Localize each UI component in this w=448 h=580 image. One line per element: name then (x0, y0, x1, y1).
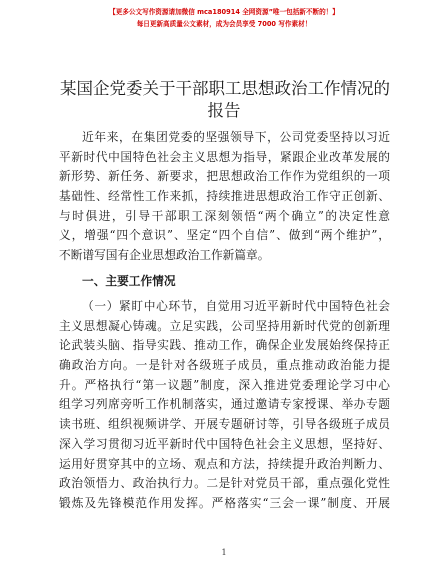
paragraph-line: 义，增强“四个意识”、坚定“四个自信”、做到“两个维护”， (59, 228, 390, 243)
document-title-line-1: 某国企党委关于干部职工思想政治工作情况的 (60, 79, 390, 98)
paragraph-line: 深入学习贯彻习近平新时代中国特色社会主义思想，坚持好、 (59, 436, 390, 451)
paragraph-line: 锻炼及先锋模范作用发挥。严格落实“三会一课”制度、开展 (59, 495, 390, 510)
paragraph-line: 与时俱进，引导干部职工深刻领悟“两个确立”的决定性意 (59, 208, 390, 223)
paragraph-line: 运用好贯穿其中的立场、观点和方法，持续提升政治判断力、 (59, 456, 390, 471)
paragraph-line: 平新时代中国特色社会主义思想为指导，紧跟企业改革发展的 (59, 149, 390, 164)
page-number: 1 (221, 548, 227, 557)
paragraph-line: 论武装头脑、指导实践、推动工作，确保企业发展始终保持正 (59, 338, 390, 353)
paragraph-line: 确政治方向。一是针对各级班子成员，重点推动政治能力提 (59, 358, 390, 373)
paragraph-line: 近年来，在集团党委的坚强领导下，公司党委坚持以习近 (82, 130, 390, 144)
paragraph-line: （一）紧盯中心环节，自觉用习近平新时代中国特色社会 (82, 299, 390, 313)
paragraph-line: 不断谱写国有企业思想政治工作新篇章。 (59, 248, 270, 263)
paragraph-line: 读书班、组织视频讲学、开展专题研讨等，引导各级班子成员 (59, 417, 390, 432)
promo-banner-line-1: 【更多公文写作资源请加微信 mca180914 全网资源”唯一包括新不断的！】 (109, 8, 339, 16)
paragraph-line: 政治领悟力、政治执行力。二是针对党员干部，重点强化党性 (59, 476, 390, 491)
intro-paragraph (59, 128, 390, 266)
promo-banner-line-2: 每日更新高质量公文素材，成为会员享受 7000 写作素材！ (136, 20, 312, 28)
paragraph-line: 新形势、新任务、新要求，把思想政治工作作为党组织的一项 (59, 169, 390, 184)
paragraph-line: 组学习列席旁听工作机制落实，通过邀请专家授课、举办专题 (59, 397, 390, 412)
paragraph-line: 基础性、经常性工作来抓，持续推进思想政治工作守正创新、 (59, 189, 390, 204)
section-heading: 一、主要工作情况 (82, 274, 176, 288)
section-heading-block (59, 272, 390, 292)
paragraph-line: 升。严格执行“第一议题”制度，深入推进党委理论学习中心 (59, 377, 390, 392)
document-title-line-2: 报告 (207, 101, 241, 120)
paragraph-line: 主义思想凝心铸魂。立足实践，公司坚持用新时代党的创新理 (59, 318, 390, 333)
section-paragraph (59, 297, 390, 514)
